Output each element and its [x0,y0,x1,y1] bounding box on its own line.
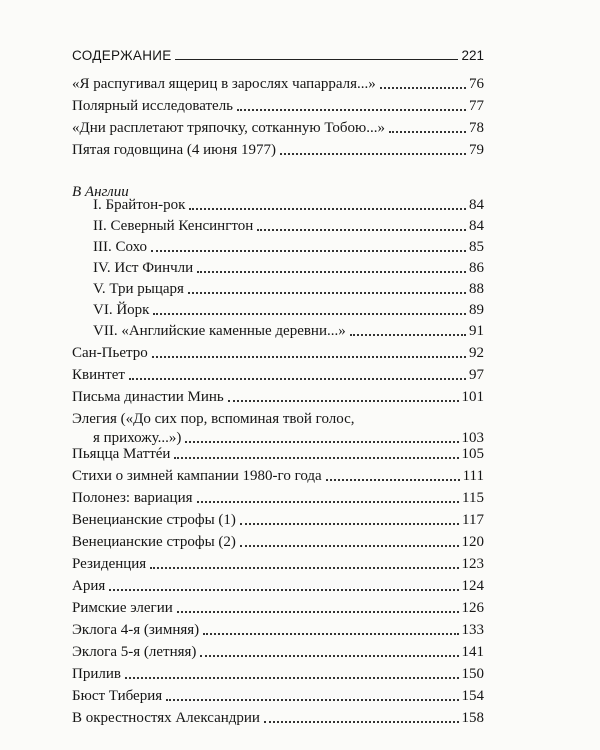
entry-page-number: 84 [469,218,484,234]
entry-title: VI. Йорк [93,302,150,318]
dot-leader [257,229,466,231]
entry-page-number: 154 [461,688,484,704]
dot-leader [197,501,460,503]
dot-leader [174,457,458,459]
entry-title: Венецианские строфы (1) [72,512,236,528]
entry-title: V. Три рыцаря [93,281,184,297]
entry-title: Эклога 5-я (летняя) [72,644,197,660]
dot-leader [350,334,466,336]
dot-leader [188,292,466,294]
entry-title: Римские элегии [72,600,173,616]
entry-title: «Дни расплетают тряпочку, сотканную Тобою...» [72,120,385,136]
entry-title: я прихожу...») [93,430,182,446]
entry-page-number: 123 [461,556,484,572]
entry-page-number: 78 [469,120,484,136]
entry-title: В окрестностях Александрии [72,710,260,726]
entry-page-number: 115 [462,490,484,506]
dot-leader [240,545,459,547]
toc-subentry [93,259,484,277]
entry-page-number: 120 [461,534,484,550]
entry-page-number: 117 [462,512,484,528]
entry-title: IV. Ист Финчли [93,260,194,276]
toc-subentry [93,238,484,256]
entry-title: VII. «Английские каменные деревни...» [93,323,346,339]
entry-page-number: 150 [461,666,484,682]
toc-entry [72,119,484,137]
dot-leader [240,523,459,525]
entry-title: Сан-Пьетро [72,345,148,361]
entry-page-number: 97 [469,367,484,383]
entry-title: Прилив [72,666,121,682]
dot-leader [185,441,458,443]
entry-title: Письма династии Минь [72,389,224,405]
entry-page-number: 103 [461,430,484,446]
entry-page-number: 101 [461,389,484,405]
entry-page-number: 158 [461,710,484,726]
entry-title: Ария [72,578,106,594]
dot-leader [125,677,459,679]
entry-title: Полонез: вариация [72,490,193,506]
toc-entry [72,141,484,159]
toc-subentry [93,301,484,319]
toc-entry [72,533,484,551]
toc-entry [72,511,484,529]
entry-page-number: 76 [469,76,484,92]
entry-title: Полярный исследователь [72,98,234,114]
entry-page-number: 79 [469,142,484,158]
toc-entry [72,621,484,639]
dot-leader [203,633,458,635]
toc-entry [72,75,484,93]
dot-leader [166,699,458,701]
toc-entry [72,489,484,507]
entry-title: Резиденция [72,556,147,572]
entry-page-number: 77 [469,98,484,114]
entry-title: I. Брайтон-рок [93,197,186,213]
entry-page-number: 124 [461,578,484,594]
toc-subentry [93,280,484,298]
page-number: 221 [461,48,484,63]
dot-leader [280,153,466,155]
running-header-title: СОДЕРЖАНИЕ [72,48,172,63]
toc-subentry [93,217,484,235]
entry-page-number: 84 [469,197,484,213]
dot-leader [153,313,466,315]
entry-page-number: 105 [461,446,484,462]
entry-title: Пятая годовщина (4 июня 1977) [72,142,277,158]
toc-entry [72,665,484,683]
entry-title: Эклога 4-я (зимняя) [72,622,200,638]
entry-page-number: 111 [462,468,484,484]
toc-entry [72,687,484,705]
entry-title: II. Северный Кенсингтон [93,218,254,234]
toc-entry [72,344,484,362]
dot-leader [380,87,466,89]
entry-title: Стихи о зимней кампании 1980-го года [72,468,322,484]
toc-entry [72,97,484,115]
toc-entry [72,709,484,727]
entry-page-number: 85 [469,239,484,255]
entry-title: «Я распугивал ящериц в зарослях чапарраля...» [72,76,376,92]
dot-leader [326,479,460,481]
entry-page-number: 141 [461,644,484,660]
dot-leader [228,400,459,402]
toc-entry [72,445,484,463]
dot-leader [150,567,458,569]
toc-entry [72,599,484,617]
dot-leader [129,378,466,380]
toc-entry [72,577,484,595]
entry-page-number: 126 [461,600,484,616]
dot-leader [197,271,466,273]
dot-leader [151,250,466,252]
dot-leader [264,721,459,723]
toc-entry [72,643,484,661]
entry-page-number: 91 [469,323,484,339]
section-heading: В Англии [72,184,129,200]
dot-leader [189,208,466,210]
dot-leader [177,611,459,613]
toc-entry [72,388,484,406]
entry-title: Венецианские строфы (2) [72,534,236,550]
entry-title: Бюст Тиберия [72,688,163,704]
entry-title: III. Сохо [93,239,148,255]
entry-title: Квинтет [72,367,125,383]
entry-page-number: 133 [461,622,484,638]
entry-page-number: 88 [469,281,484,297]
dot-leader [109,589,458,591]
dot-leader [389,131,466,133]
entry-title: Элегия («До сих пор, вспоминая твой голос, [72,411,355,427]
entry-page-number: 89 [469,302,484,318]
dot-leader [237,109,466,111]
dot-leader [200,655,458,657]
toc-entry [72,555,484,573]
toc-entry [72,467,484,485]
toc-subentry [93,196,484,214]
entry-title: Пьяцца Маттéи [72,446,171,462]
toc-subentry [93,322,484,340]
entry-page-number: 92 [469,345,484,361]
dot-leader [152,356,466,358]
toc-entry [72,366,484,384]
entry-page-number: 86 [469,260,484,276]
